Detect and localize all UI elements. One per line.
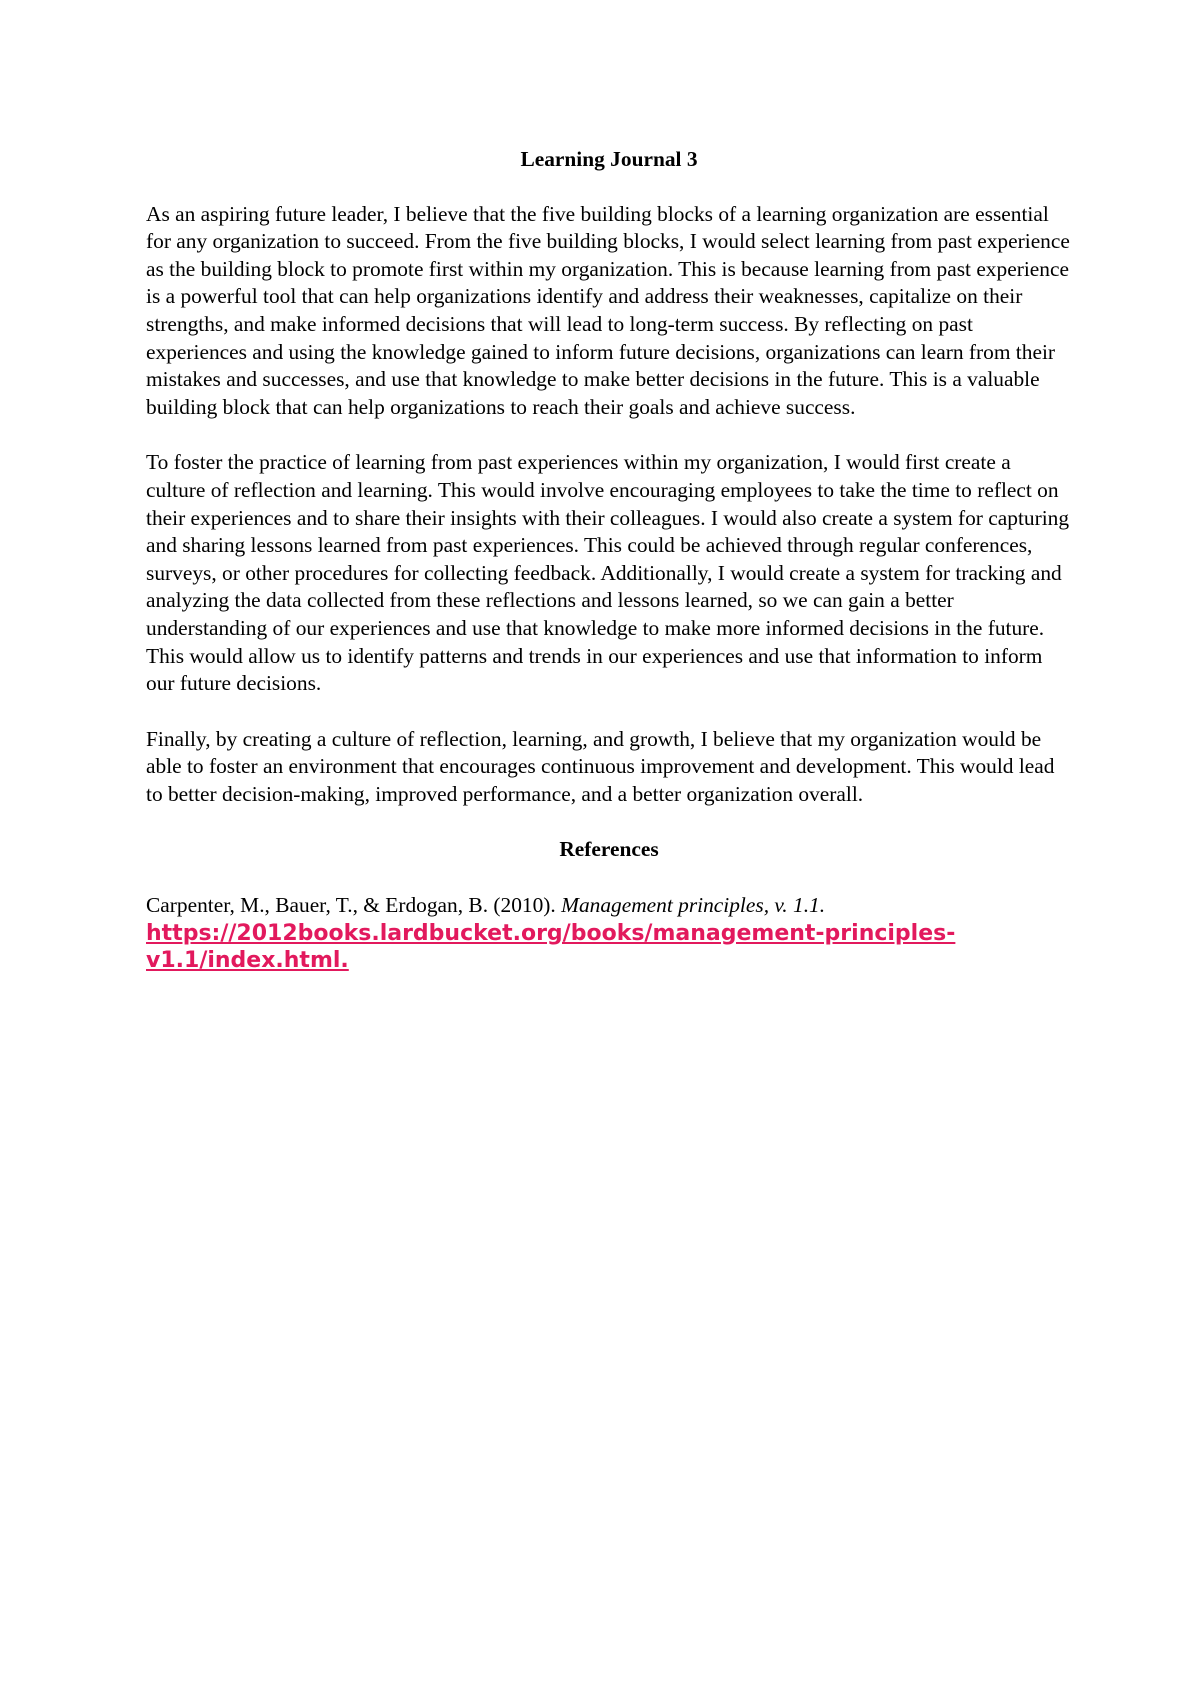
reference-url-link[interactable]: https://2012books.lardbucket.org/books/management-principles-v1.1/index.html. (146, 920, 956, 974)
reference-work-title: Management principles, v. 1.1. (561, 893, 826, 918)
paragraph-2: To foster the practice of learning from past experiences within my organization, I would first create a culture of reflection and learning. This would involve encouraging employees to take the time to reflect on their experiences and to share their insights with their colleagues. I would also create a system for capturing and sharing lessons learned from past experiences. This could be achieved through regular conferences, surveys, or other procedures for collecting feedback. Additionally, I would create a system for tracking and analyzing the data collected from these reflections and lessons learned, so we can gain a better understanding of our experiences and use that knowledge to make more informed decisions in the future. This would allow us to identify patterns and trends in our experiences and use that information to inform our future decisions. (146, 450, 1070, 696)
references-heading: References (559, 837, 659, 862)
reference-authors-year: Carpenter, M., Bauer, T., & Erdogan, B. (2010). (146, 893, 562, 918)
document-body (146, 146, 1072, 975)
reference-citation (146, 892, 1072, 975)
paragraph-3: Finally, by creating a culture of reflection, learning, and growth, I believe that my organization would be able to foster an environment that encourages continuous improvement and development. This would lead to better decision-making, improved performance, and a better organization overall. (146, 726, 1055, 806)
document-title: Learning Journal 3 (520, 147, 698, 171)
paragraph-1: As an aspiring future leader, I believe that the five building blocks of a learning organization are essential for any organization to succeed. From the five building blocks, I would select learning from past experience as the building block to promote first within my organization. This is because learning from past experience is a powerful tool that can help organizations identify and address their weaknesses, capitalize on their strengths, and make informed decisions that will lead to long-term success. By reflecting on past experiences and using the knowledge gained to inform future decisions, organizations can learn from their mistakes and successes, and use that knowledge to make better decisions in the future. This is a valuable building block that can help organizations to reach their goals and achieve success. (146, 201, 1070, 419)
